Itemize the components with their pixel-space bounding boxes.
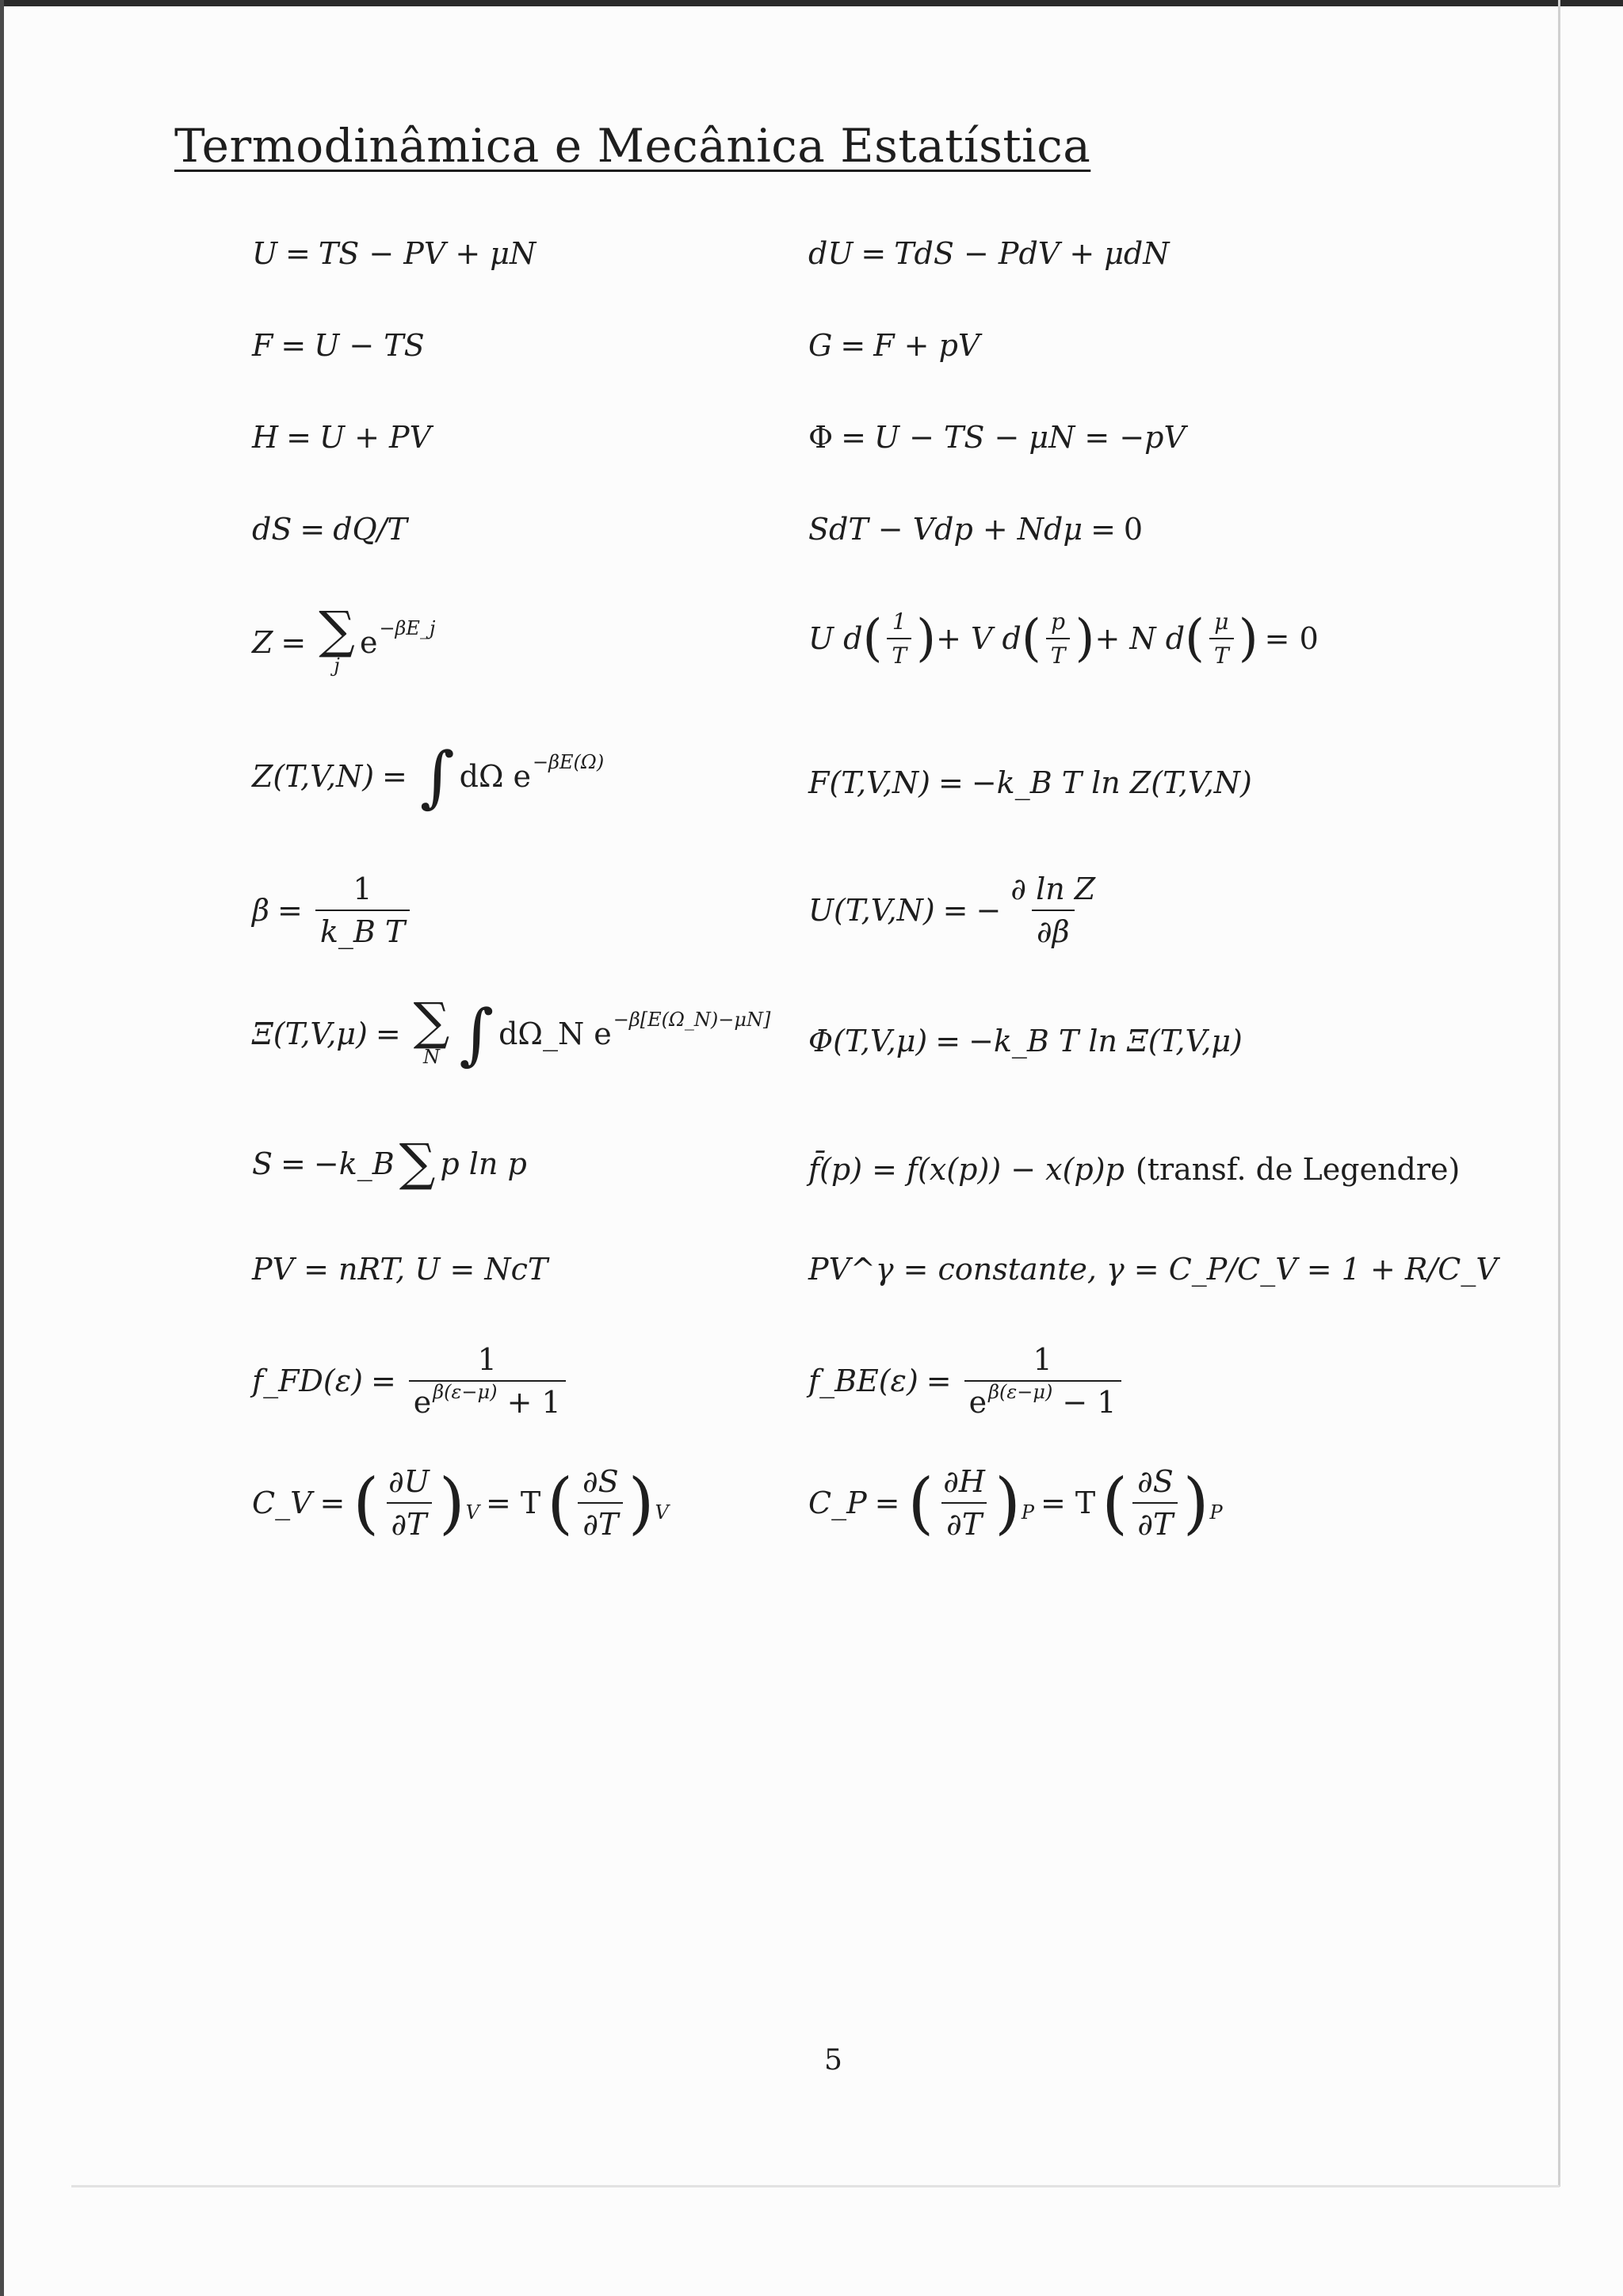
page-right-edge	[1558, 0, 1560, 2187]
equation-partition-sum: Z = ∑ j e −βE_j	[252, 601, 436, 677]
equation-heat-capacity-volume: C_V = ( $\frac{\partial U}{\partial T}$ ) V = T ( $\frac{\partial S}{\partial T}$ ) V	[252, 1464, 669, 1542]
equation-gibbs-entropy: S = −k_B ∑ p ln p	[252, 1134, 527, 1192]
equation-enthalpy: H = U + PV	[252, 420, 432, 455]
page-number: 5	[824, 2044, 842, 2077]
fraction: $\frac{1}{T}$	[887, 608, 911, 669]
equation-bose-einstein: f_BE(ε) = $\frac{1}{e^{\beta(\varepsilon-\mu)} - 1}$	[808, 1342, 1126, 1420]
scan-top-edge	[0, 0, 1623, 6]
fraction: $\frac{\partial U}{\partial T}$	[384, 1464, 434, 1542]
equation-energy-from-partition: U(T,V,N) = − $\frac{\text{∂ ln Z}}{\partial\beta}$	[808, 871, 1105, 949]
equation-free-energy-partition: F(T,V,N) = −k_B T ln Z(T,V,N)	[808, 765, 1252, 800]
equation-grand-potential: Φ = U − TS − μN = −pV	[808, 420, 1186, 455]
sum-symbol: ∑	[399, 1134, 436, 1192]
scan-left-edge	[0, 0, 4, 2296]
equation-gibbs-duhem: SdT − Vdp + Ndμ = 0	[808, 512, 1144, 547]
fraction: $\frac{1}{\text{k\_B T}}$	[315, 871, 410, 949]
equation-adiabatic: PV^γ = constante, γ = C_P/C_V = 1 + R/C_V	[808, 1252, 1498, 1287]
equation-fermi-dirac: f_FD(ε) = $\frac{1}{e^{\beta(\varepsilon-\mu)} + 1}$	[252, 1342, 571, 1420]
fraction: $\frac{\partial S}{\partial T}$	[1132, 1464, 1178, 1542]
fraction: $\frac{1}{e^{\beta(\varepsilon-\mu)} - 1}$	[964, 1342, 1121, 1420]
fraction: $\frac{\text{∂ ln Z}}{\partial\beta}$	[1010, 871, 1096, 949]
fraction: $\frac{\partial H}{\partial T}$	[938, 1464, 990, 1542]
sum-symbol: ∑ j	[319, 601, 355, 677]
equation-heat-capacity-pressure: C_P = ( $\frac{\partial H}{\partial T}$ ) P = T ( $\frac{\partial S}{\partial T}$ ) P	[808, 1464, 1223, 1542]
page-title: Termodinâmica e Mecânica Estatística	[174, 119, 1091, 173]
fraction: $\frac{\mu}{T}$	[1209, 608, 1234, 669]
equation-internal-energy: U = TS − PV + μN	[252, 236, 537, 271]
sum-symbol: ∑ N	[413, 993, 450, 1068]
equation-ideal-gas: PV = nRT, U = NcT	[252, 1252, 548, 1287]
integral-symbol: ∫	[419, 738, 455, 815]
equation-beta: β = $\frac{1}{\text{k\_B T}}$	[252, 871, 414, 949]
equation-helmholtz: F = U − TS	[252, 328, 425, 363]
page-bottom-edge	[71, 2185, 1560, 2187]
equation-gibbs: G = F + pV	[808, 328, 980, 363]
equation-grand-partition: Ξ(T,V,μ) = ∑ N ∫ dΩ_N e −β[E(Ω_N)−μN]	[252, 993, 771, 1073]
fraction: $\frac{\partial S}{\partial T}$	[578, 1464, 624, 1542]
equation-entropy-differential: dS = dQ/T	[252, 512, 407, 547]
fraction: $\frac{1}{e^{\beta(\varepsilon-\mu)} + 1}$	[409, 1342, 566, 1420]
equation-gibbs-duhem-intensive: U d ( $\frac{1}{T}$ ) + V d ( $\frac{p}{T}$ ) + N d ( $\frac{\mu}{T}$ ) = 0	[808, 608, 1319, 669]
equation-partition-integral: Z(T,V,N) = ∫ dΩ e −βE(Ω)	[252, 738, 605, 815]
integral-symbol: ∫	[459, 994, 495, 1073]
fraction: $\frac{p}{T}$	[1046, 608, 1071, 669]
equation-du-differential: dU = TdS − PdV + μdN	[808, 236, 1170, 271]
equation-grand-potential-partition: Φ(T,V,μ) = −k_B T ln Ξ(T,V,μ)	[808, 1024, 1243, 1058]
equation-legendre-transform: f̄(p) = f(x(p)) − x(p)p (transf. de Legendre)	[808, 1152, 1461, 1187]
